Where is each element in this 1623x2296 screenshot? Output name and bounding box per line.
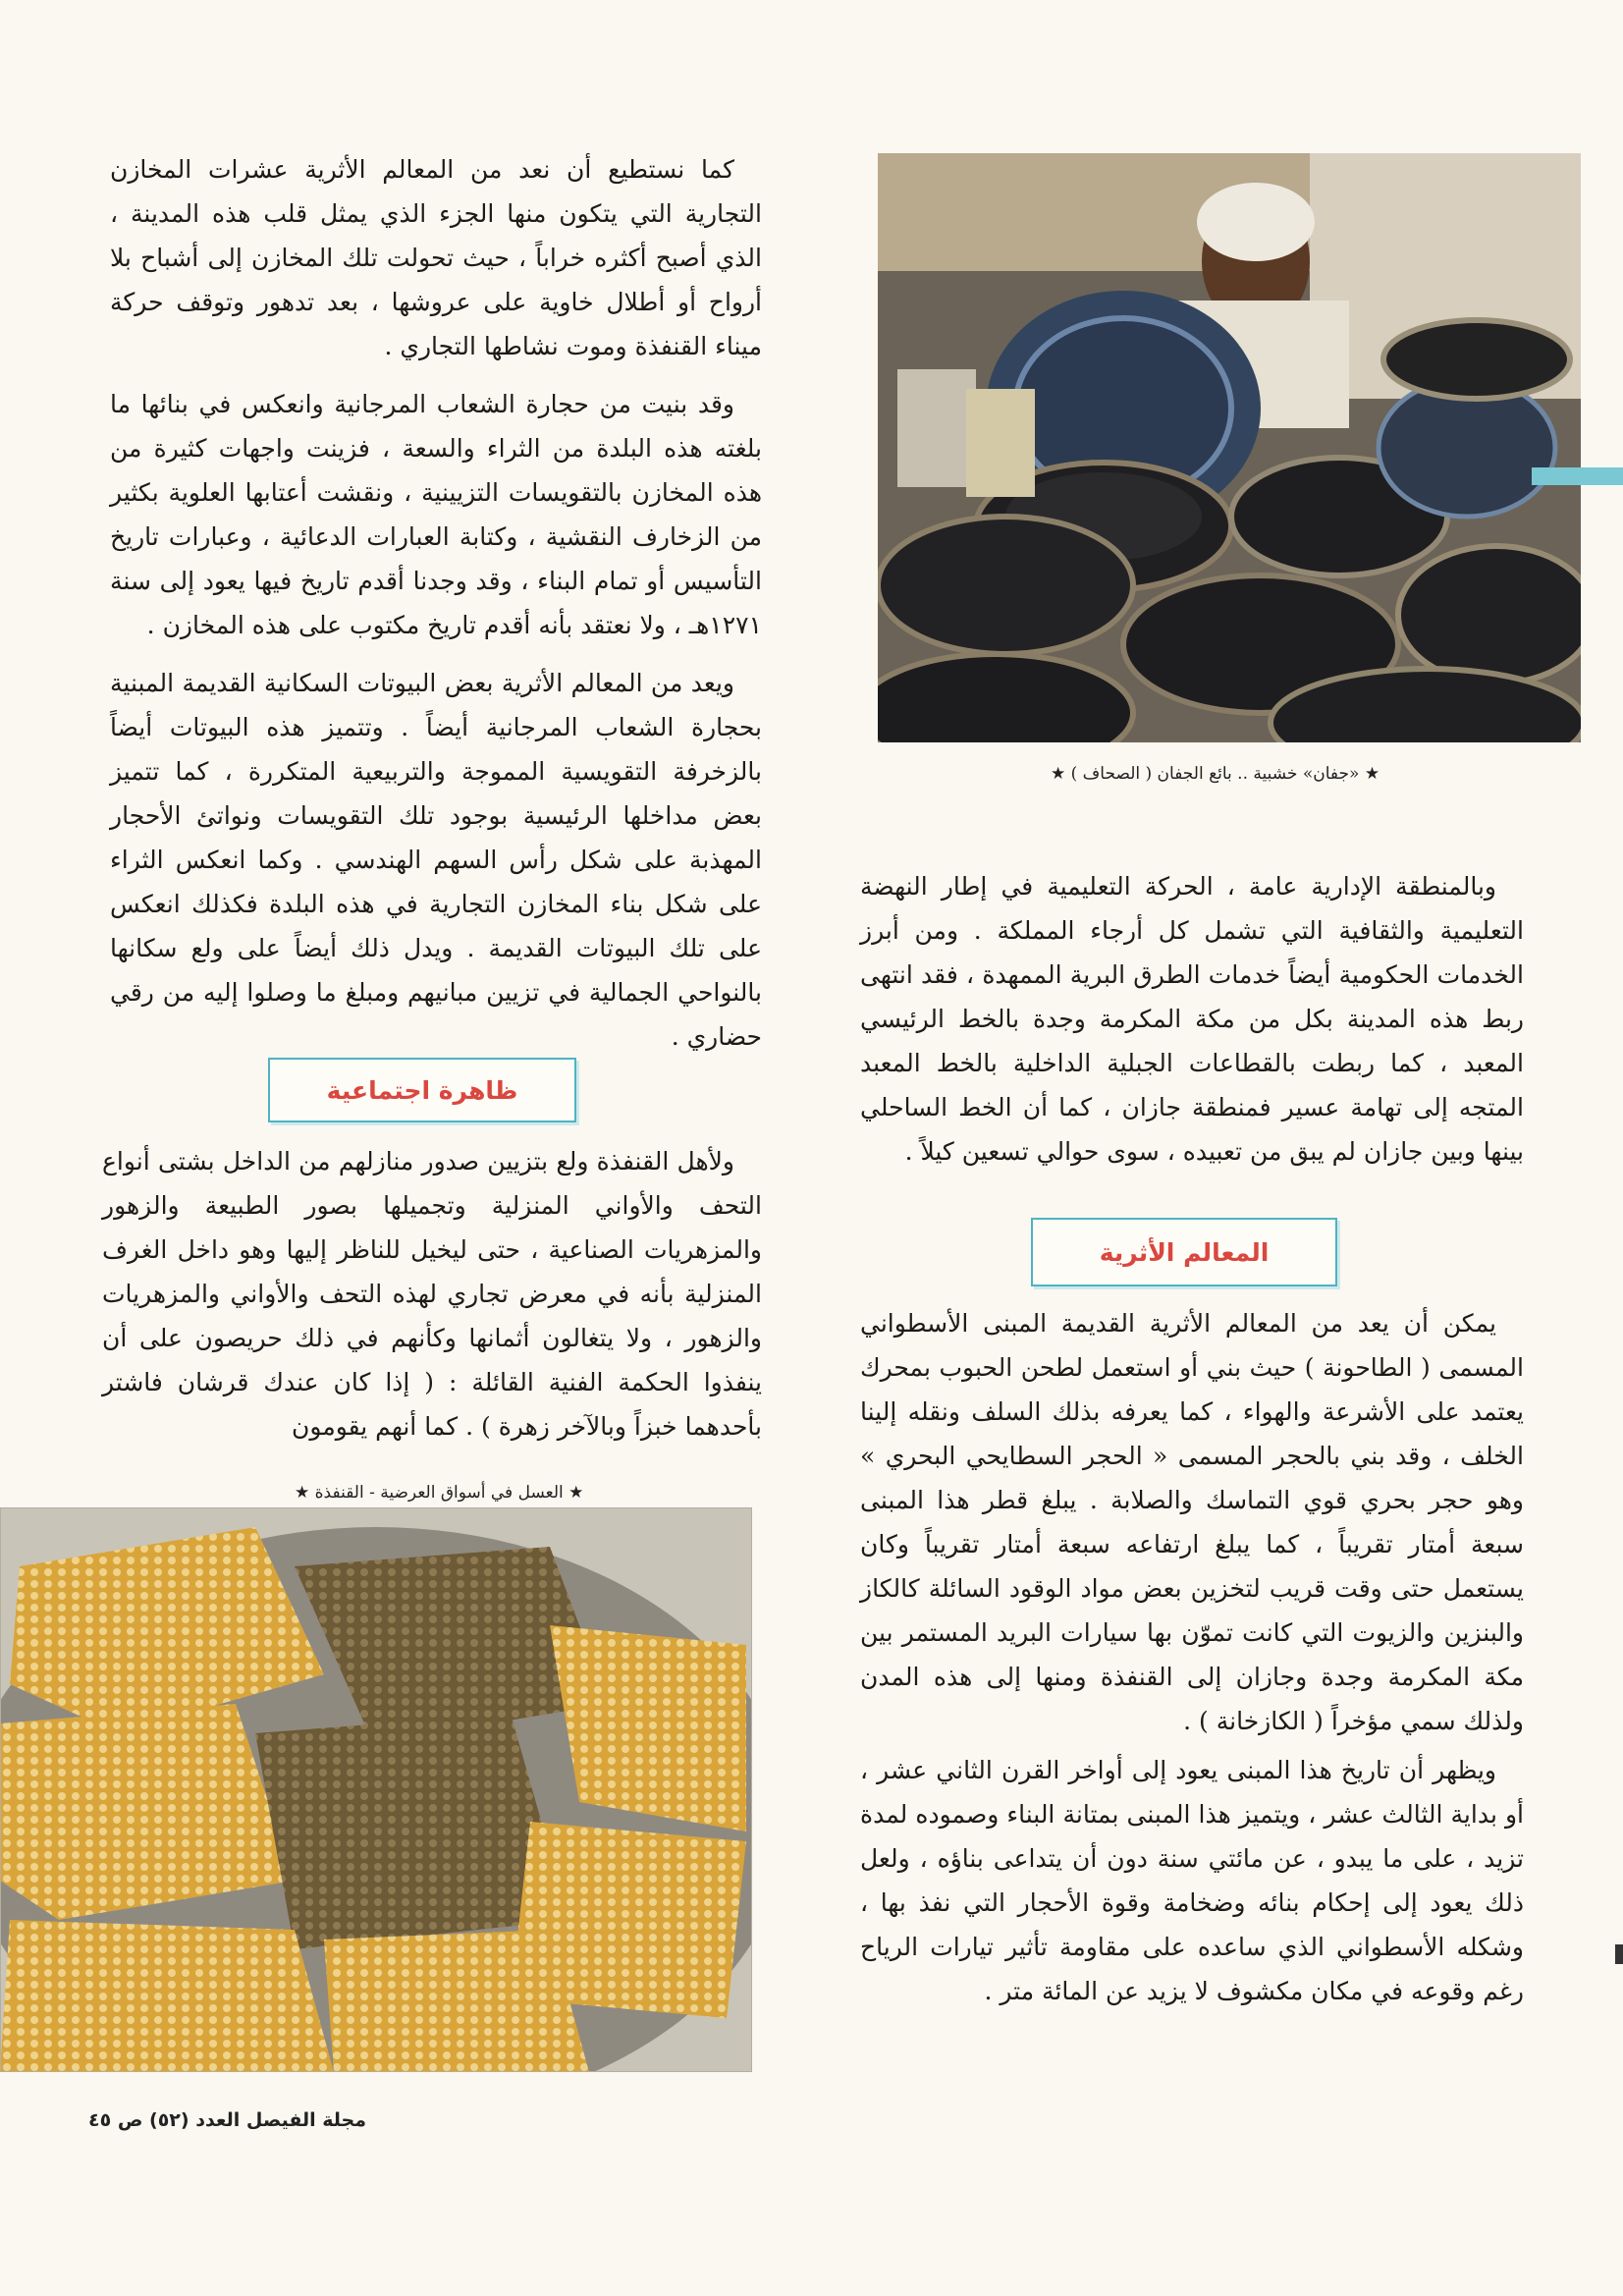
paragraph: ويعد من المعالم الأثرية بعض البيوتات السكانية القديمة المبنية بحجارة الشعاب المرجانية أيضاً . وتتميز هذه البيوتات أيضاً بالزخرفة التقويسية المموجة والتربيعية المتكررة ، كما تتميز بعض مداخلها الرئيسية بوجود تلك التقويسات ونواتئ الأحجار المهذبة على شكل رأس السهم الهندسي . وكما انعكس الثراء على شكل بناء المخازن التجارية في هذه البلدة فكذلك انعكس على تلك البيوتات القديمة . ويدل ذلك أيضاً على ولع سكانها بالنواحي الجمالية في تزيين مبانيهم ومبلغ ما وصلوا إليه من رقي حضاري . <box>110 669 762 1051</box>
section-title-social: ظاهرة اجتماعية <box>268 1058 576 1122</box>
edge-mark <box>1615 1944 1623 1964</box>
paragraph: ولأهل القنفذة ولع بتزيين صدور منازلهم من الداخل بشتى أنواع التحف والأواني المنزلية وتجميلها بصور الطبيعة والزهور والمزهريات الصناعية ، حتى ليخيل للناظر إليها وهو داخل الغرف المنزلية بأنه في معرض تجاري لهذه التحف والأواني والمزهريات والزهور ، ولا يتغالون أثمانها وكأنهم في ذلك حريصون على أن ينفذوا الحكمة الفنية القائلة : ( إذا كان عندك قرشان فاشتر بأحدهما خبزاً وبالآخر زهرة ) . كما أنهم يقومون <box>102 1147 762 1441</box>
bowls-photo-caption: ★ «جفان» خشبية .. بائع الجفان ( الصحاف ) ★ <box>1051 764 1380 784</box>
honeycomb-photo <box>0 1507 752 2072</box>
right-column-text <box>860 864 1524 1187</box>
accent-bar <box>1532 467 1623 485</box>
honey-photo-caption: ★ العسل في أسواق العرضية - القنفذة ★ <box>295 1483 584 1503</box>
paragraph: كما نستطيع أن نعد من المعالم الأثرية عشرات المخازن التجارية التي يتكون منها الجزء الذي يمثل قلب هذه المدينة ، الذي أصبح أكثره خراباً ، حيث تحولت تلك المخازن إلى أشباح بلا أرواح أو أطلال خاوية على عروشها ، بعد تدهور وتوقف حركة ميناء القنفذة وموت نشاطها التجاري . <box>110 155 762 360</box>
section-title-landmarks: المعالم الأثرية <box>1031 1218 1337 1286</box>
left-column-text-2 <box>102 1139 762 1462</box>
left-column-text <box>110 147 762 1072</box>
paragraph: يمكن أن يعد من المعالم الأثرية القديمة المبنى الأسطواني المسمى ( الطاحونة ) حيث بني أو استعمل لطحن الحبوب بمحرك يعتمد على الأشرعة والهواء ، كما يعرفه بذلك السلف ونقله إلينا الخلف ، وقد بني بالحجر المسمى « الحجر السطايحي البحري » وهو حجر بحري قوي التماسك والصلابة . يبلغ قطر هذا المبنى سبعة أمتار تقريباً ، كما يبلغ ارتفاعه سبعة أمتار تقريباً وكان يستعمل حتى وقت قريب لتخزين بعض مواد الوقود السائلة كالكاز والبنزين والزيوت التي كانت تموّن بها سيارات البريد المستمر بين مكة المكرمة وجدة وجازان إلى القنفذة ومنها إلى هذه المدن ولذلك سمي مؤخراً ( الكازخانة ) . <box>860 1309 1524 1735</box>
paragraph: وقد بنيت من حجارة الشعاب المرجانية وانعكس في بنائها ما بلغته هذه البلدة من الثراء والسعة ، فزينت واجهات كثيرة من هذه المخازن بالتقويسات التزيينية ، ونقشت أعتابها العلوية بكثير من الزخارف النقشية ، وكتابة العبارات الدعائية ، وعبارات تاريخ التأسيس أو تمام البناء ، وقد وجدنا أقدم تاريخ فيها يعود إلى سنة ١٢٧١هـ ، ولا نعتقد بأنه أقدم تاريخ مكتوب على هذه المخازن . <box>110 390 762 639</box>
page-footer: مجلة الفيصل العدد (٥٢) ص ٤٥ <box>88 2109 367 2131</box>
right-column-text-3 <box>860 1748 1524 2027</box>
right-column-text-2 <box>860 1301 1524 1757</box>
bowls-seller-photo <box>878 153 1581 742</box>
paragraph: وبالمنطقة الإدارية عامة ، الحركة التعليمية في إطار النهضة التعليمية والثقافية التي تشمل كل أرجاء المملكة . ومن أبرز الخدمات الحكومية أيضاً خدمات الطرق البرية الممهدة ، فقد انتهى ربط هذه المدينة بكل من مكة المكرمة وجدة بالخط الرئيسي المعبد ، كما ربطت بالقطاعات الجبلية الداخلية بالخط المعبد المتجه إلى تهامة عسير فمنطقة جازان ، كما أن الخط الساحلي بينها وبين جازان لم يبق من تعبيده ، سوى حوالي تسعين كيلاً . <box>860 872 1524 1166</box>
paragraph: ويظهر أن تاريخ هذا المبنى يعود إلى أواخر القرن الثاني عشر ، أو بداية الثالث عشر ، ويتميز هذا المبنى بمتانة البناء وصموده لمدة تزيد ، على ما يبدو ، عن مائتي سنة دون أن يتداعى بناؤه ، ولعل ذلك يعود إلى إحكام بنائه وضخامة وقوة الأحجار التي نفذ بها ، وشكله الأسطواني الذي ساعده على مقاومة تأثير تيارات الرياح رغم وقوعه في مكان مكشوف لا يزيد عن المائة متر . <box>860 1756 1524 2005</box>
